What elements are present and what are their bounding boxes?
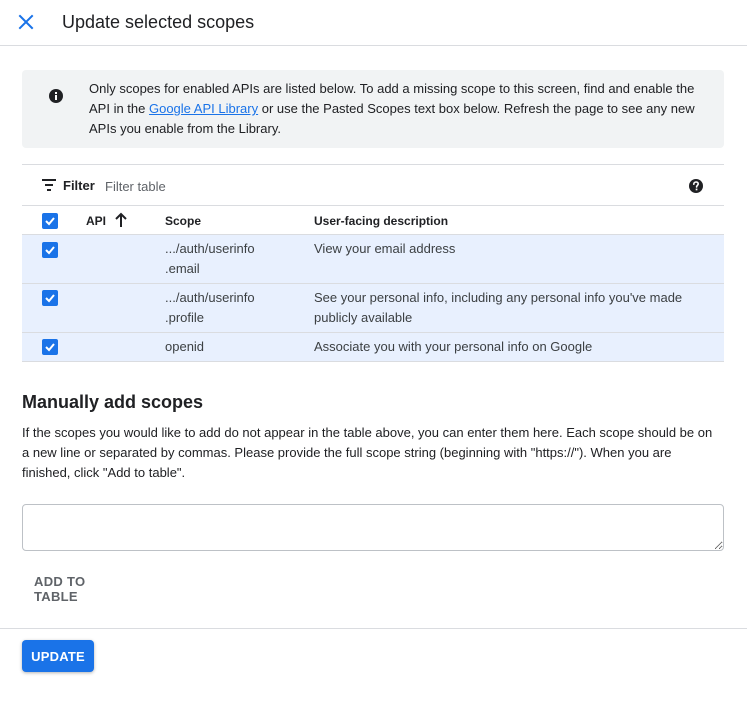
help-icon[interactable] [688, 178, 704, 194]
checkbox-checked-icon [44, 244, 56, 256]
add-to-table-button[interactable]: ADD TO TABLE [22, 574, 132, 604]
filter-label: Filter [63, 178, 95, 193]
info-icon [48, 88, 64, 104]
close-button[interactable] [14, 10, 38, 34]
row-description-line1: View your email address [314, 241, 456, 256]
table-header [22, 206, 724, 235]
filter-icon[interactable] [42, 179, 56, 191]
table-row[interactable] [22, 235, 724, 284]
column-header-scope[interactable]: Scope [165, 214, 202, 228]
info-text-after: or use the Pasted Scopes text box below. Refresh the page to see any new APIs you enable from the Library. [89, 101, 695, 136]
info-banner [22, 70, 724, 148]
manual-section-description: If the scopes you would like to add do not appear in the table above, you can enter them here. Each scope should be on a new line or separated by commas. Please provide the full scope string (beginning with "https://"). When you are finished, click "Add to table". [22, 425, 713, 480]
update-button[interactable]: UPDATE [22, 640, 94, 672]
table-row[interactable] [22, 284, 724, 333]
row-checkbox[interactable] [42, 339, 58, 355]
row-description-line1: Associate you with your personal info on Google [314, 339, 593, 354]
row-checkbox[interactable] [42, 290, 58, 306]
scopes-textarea[interactable] [22, 504, 724, 551]
column-header-api[interactable]: API [86, 214, 107, 228]
checkbox-checked-icon [44, 292, 56, 304]
table-row[interactable] [22, 333, 724, 362]
row-scope-line1: .../auth/userinfo [165, 241, 255, 256]
checkbox-checked-icon [44, 215, 56, 227]
info-text-before: Only scopes for enabled APIs are listed below. To add a missing scope to this screen, find and enable the API in the [89, 81, 695, 116]
arrow-up-icon[interactable] [114, 212, 128, 228]
info-text [89, 79, 699, 139]
row-scope-line1: .../auth/userinfo [165, 290, 255, 305]
row-description-line1: See your personal info, including any personal info you've made [314, 290, 683, 305]
column-header-description[interactable]: User-facing description [314, 214, 449, 228]
filter-input[interactable] [105, 176, 405, 196]
row-scope-line2: .email [165, 261, 200, 276]
close-icon [18, 14, 34, 30]
dialog-header [0, 0, 747, 46]
footer-divider [0, 628, 747, 629]
checkbox-checked-icon [44, 341, 56, 353]
filter-bar [22, 164, 724, 206]
api-library-link[interactable]: Google API Library [148, 101, 259, 116]
row-scope-line2: .profile [165, 310, 205, 325]
row-checkbox[interactable] [42, 242, 58, 258]
row-scope-line1: openid [165, 339, 205, 354]
manual-section-title: Manually add scopes [22, 392, 204, 412]
row-description-line2: publicly available [314, 310, 413, 325]
dialog-title: Update selected scopes [62, 12, 255, 32]
select-all-checkbox[interactable] [42, 213, 58, 229]
